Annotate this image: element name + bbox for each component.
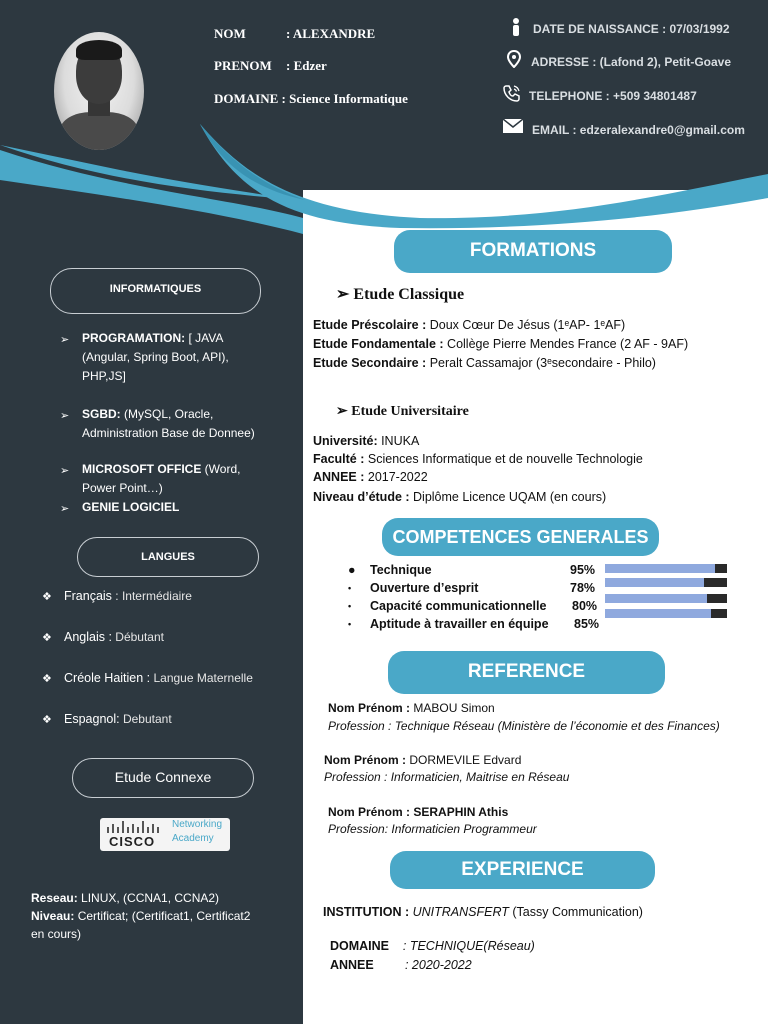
skill-name: Aptitude à travailler en équipe [370, 617, 549, 631]
domaine-label: DOMAINE [214, 91, 279, 106]
arrow-icon: ➢ [60, 410, 70, 422]
language-level: Debutant [119, 712, 172, 726]
langues-title: LANGUES [141, 551, 195, 563]
cisco-wordmark: CISCO [109, 834, 156, 849]
skill-bar [605, 578, 727, 587]
office-block [82, 460, 292, 498]
skill-name: Ouverture d’esprit [370, 581, 479, 595]
address-text: ADRESSE : (Lafond 2), Petit-Goave [531, 55, 732, 69]
prenom-label: PRENOM [214, 58, 272, 73]
cisco-academy: Academy [172, 833, 214, 844]
niveau-label: Niveau d’étude : [313, 490, 410, 504]
reference-name: DORMEVILE Edvard [406, 753, 522, 767]
bullet-icon: • [348, 601, 352, 611]
skill-name: Capacité communicationnelle [370, 599, 547, 613]
etude-connexe-title: Etude Connexe [114, 769, 212, 785]
birth-date [533, 22, 730, 36]
bullet-icon: ● [348, 563, 356, 577]
office-label: MICROSOFT OFFICE [82, 462, 202, 476]
diamond-bullet-icon: ❖ [42, 632, 52, 644]
faculte-value: Sciences Informatique et de nouvelle Technologie [364, 452, 643, 466]
skill-name: Technique [370, 563, 432, 577]
institution-value: UNITRANSFERT [409, 905, 509, 919]
language-item [64, 669, 253, 688]
annee-label: ANNEE : [313, 470, 365, 484]
arrow-icon: ➢ [60, 465, 70, 477]
prog-value-3: PHP,JS] [82, 369, 126, 383]
skill-bar-fill [605, 609, 711, 618]
classique-title: Etude Classique [353, 286, 465, 303]
fondamentale-line [313, 337, 688, 351]
language-level: Langue Maternelle [150, 671, 253, 685]
annee-value: 2017-2022 [364, 470, 428, 484]
reference-name: SERAPHIN Athis [410, 805, 509, 819]
profile-photo [54, 32, 144, 150]
arrow-icon: ➢ [60, 334, 70, 346]
fondamentale-value: Collège Pierre Mendes France (2 AF - 9AF) [443, 337, 689, 351]
envelope-icon [503, 119, 523, 133]
reference-profession: Profession : Technique Réseau (Ministère de l’économie et des Finances) [328, 719, 720, 733]
reference-label: Nom Prénom : [324, 753, 407, 767]
diamond-bullet-icon: ❖ [42, 673, 52, 685]
secondaire-label: Etude Secondaire : [313, 356, 427, 370]
experience-annee-value: : 2020-2022 [373, 958, 472, 972]
faculte-line [313, 452, 643, 466]
sgbd-value-2: Administration Base de Donnee) [82, 426, 255, 440]
language-name: Créole Haitien : [64, 671, 151, 685]
experience-annee-line [323, 944, 472, 972]
bullet-icon: • [348, 619, 352, 629]
annee-line [313, 470, 428, 484]
phone-icon [503, 84, 521, 102]
prenom-value: : Edzer [286, 58, 327, 73]
office-value-2: Power Point…) [82, 481, 163, 495]
skill-bar [605, 594, 727, 603]
arrow-icon: ➢ [336, 404, 352, 419]
secondaire-line [313, 356, 656, 370]
reference-name-line [328, 805, 508, 819]
formations-title: FORMATIONS [469, 240, 597, 261]
reference-title: REFERENCE [467, 661, 586, 682]
competences-title: COMPETENCES GENERALES [392, 527, 649, 547]
universite-value: INUKA [377, 434, 420, 448]
prog-value-2: (Angular, Spring Boot, API), [82, 350, 229, 364]
experience-header [390, 851, 655, 889]
reseau-value: LINUX, (CCNA1, CCNA2) [77, 891, 220, 905]
skill-percent: 85% [574, 617, 600, 631]
arrow-icon: ➢ [60, 503, 70, 515]
language-level: Débutant [111, 630, 164, 644]
email [532, 123, 745, 137]
informatiques-title: INFORMATIQUES [109, 283, 202, 295]
niveau-value: Certificat; (Certificat1, Certificat2 [74, 909, 251, 923]
classique-heading [336, 284, 464, 304]
niveau-value-2: en cours) [31, 927, 82, 941]
skill-bar-fill [605, 594, 707, 603]
skill-bar-fill [605, 564, 715, 573]
skill-percent: 95% [570, 563, 596, 577]
nom-label: NOM [214, 26, 246, 41]
reference-label: Nom Prénom : [328, 701, 411, 715]
skill-percent: 80% [572, 599, 598, 613]
domain-line [214, 91, 408, 107]
sgbd-block [82, 405, 297, 443]
prog-value: [ JAVA [185, 331, 224, 345]
phone-text: TELEPHONE : +509 34801487 [529, 89, 697, 103]
birth-date-text: DATE DE NAISSANCE : 07/03/1992 [533, 22, 730, 36]
skill-bar-fill [605, 578, 704, 587]
address [531, 55, 731, 69]
diamond-bullet-icon: ❖ [42, 591, 52, 603]
competences-header [382, 518, 659, 556]
skill-percent: 78% [570, 581, 596, 595]
skill-row [348, 617, 738, 635]
universitaire-title: Etude Universitaire [351, 404, 469, 419]
genie-label: GENIE LOGICIEL [82, 500, 180, 514]
arrow-icon: ➢ [336, 286, 354, 303]
reseau-block [31, 889, 296, 943]
language-name: Français [64, 589, 112, 603]
prescolaire-label: Etude Préscolaire : [313, 318, 427, 332]
reference-header [388, 651, 665, 694]
reference-profession: Profession: Informaticien Programmeur [328, 822, 537, 836]
name-line [214, 26, 375, 42]
language-level: : Intermédiaire [111, 589, 192, 603]
office-value: (Word, [201, 462, 241, 476]
secondaire-value: Peralt Cassamajor (3ᵉsecondaire - Philo) [426, 356, 656, 370]
informatiques-pill [50, 268, 261, 314]
reference-profession: Profession : Informaticien, Maitrise en Réseau [324, 770, 570, 784]
universite-line [313, 434, 419, 448]
firstname-line [214, 58, 327, 74]
experience-annee-label: ANNEE [329, 958, 374, 972]
formations-header [394, 230, 672, 273]
language-item [64, 628, 164, 647]
programation-block [82, 329, 292, 386]
experience-domaine-value: : TECHNIQUE(Réseau) [388, 939, 535, 953]
etude-connexe-pill [72, 758, 254, 798]
location-pin-icon [507, 50, 521, 68]
cisco-networking: Networking [172, 819, 223, 830]
skill-bar [605, 609, 727, 618]
institution-line [323, 905, 643, 919]
faculte-label: Faculté : [313, 452, 365, 466]
universite-label: Université: [313, 434, 378, 448]
domaine-value: : Science Informatique [281, 91, 408, 106]
diamond-bullet-icon: ❖ [42, 714, 52, 726]
reference-label: Nom Prénom : [328, 805, 411, 819]
prog-label: PROGRAMATION: [82, 331, 186, 345]
prescolaire-value: Doux Cœur De Jésus (1ᵉAP- 1ᵉAF) [426, 318, 626, 332]
language-item [64, 710, 172, 729]
sgbd-value: (MySQL, Oracle, [120, 407, 214, 421]
bullet-icon: • [348, 583, 352, 593]
niveau-value: Diplôme Licence UQAM (en cours) [409, 490, 607, 504]
prescolaire-line [313, 318, 625, 332]
reference-name-line [324, 753, 521, 767]
cisco-logo [100, 818, 230, 851]
reseau-label: Reseau: [31, 891, 78, 905]
reference-name: MABOU Simon [410, 701, 495, 715]
experience-title: EXPERIENCE [461, 859, 584, 880]
institution-extra: (Tassy Communication) [508, 905, 643, 919]
nom-value: : ALEXANDRE [286, 26, 376, 41]
sgbd-label: SGBD: [82, 407, 121, 421]
phone [529, 89, 697, 103]
email-text: EMAIL : edzeralexandre0@gmail.com [532, 123, 745, 137]
language-name: Espagnol: [64, 712, 120, 726]
genie-logiciel [82, 498, 179, 517]
experience-domaine-label: DOMAINE [329, 939, 389, 953]
langues-pill [77, 537, 259, 577]
fondamentale-label: Etude Fondamentale : [313, 337, 444, 351]
language-item [64, 587, 192, 606]
universitaire-heading [336, 403, 469, 420]
niveau-label: Niveau: [31, 909, 75, 923]
niveau-line [313, 490, 606, 504]
institution-label: INSTITUTION : [323, 905, 410, 919]
person-icon [509, 17, 523, 37]
cisco-bars-icon [106, 821, 162, 835]
language-name: Anglais : [64, 630, 112, 644]
reference-name-line [328, 701, 495, 715]
skill-bar [605, 564, 727, 573]
